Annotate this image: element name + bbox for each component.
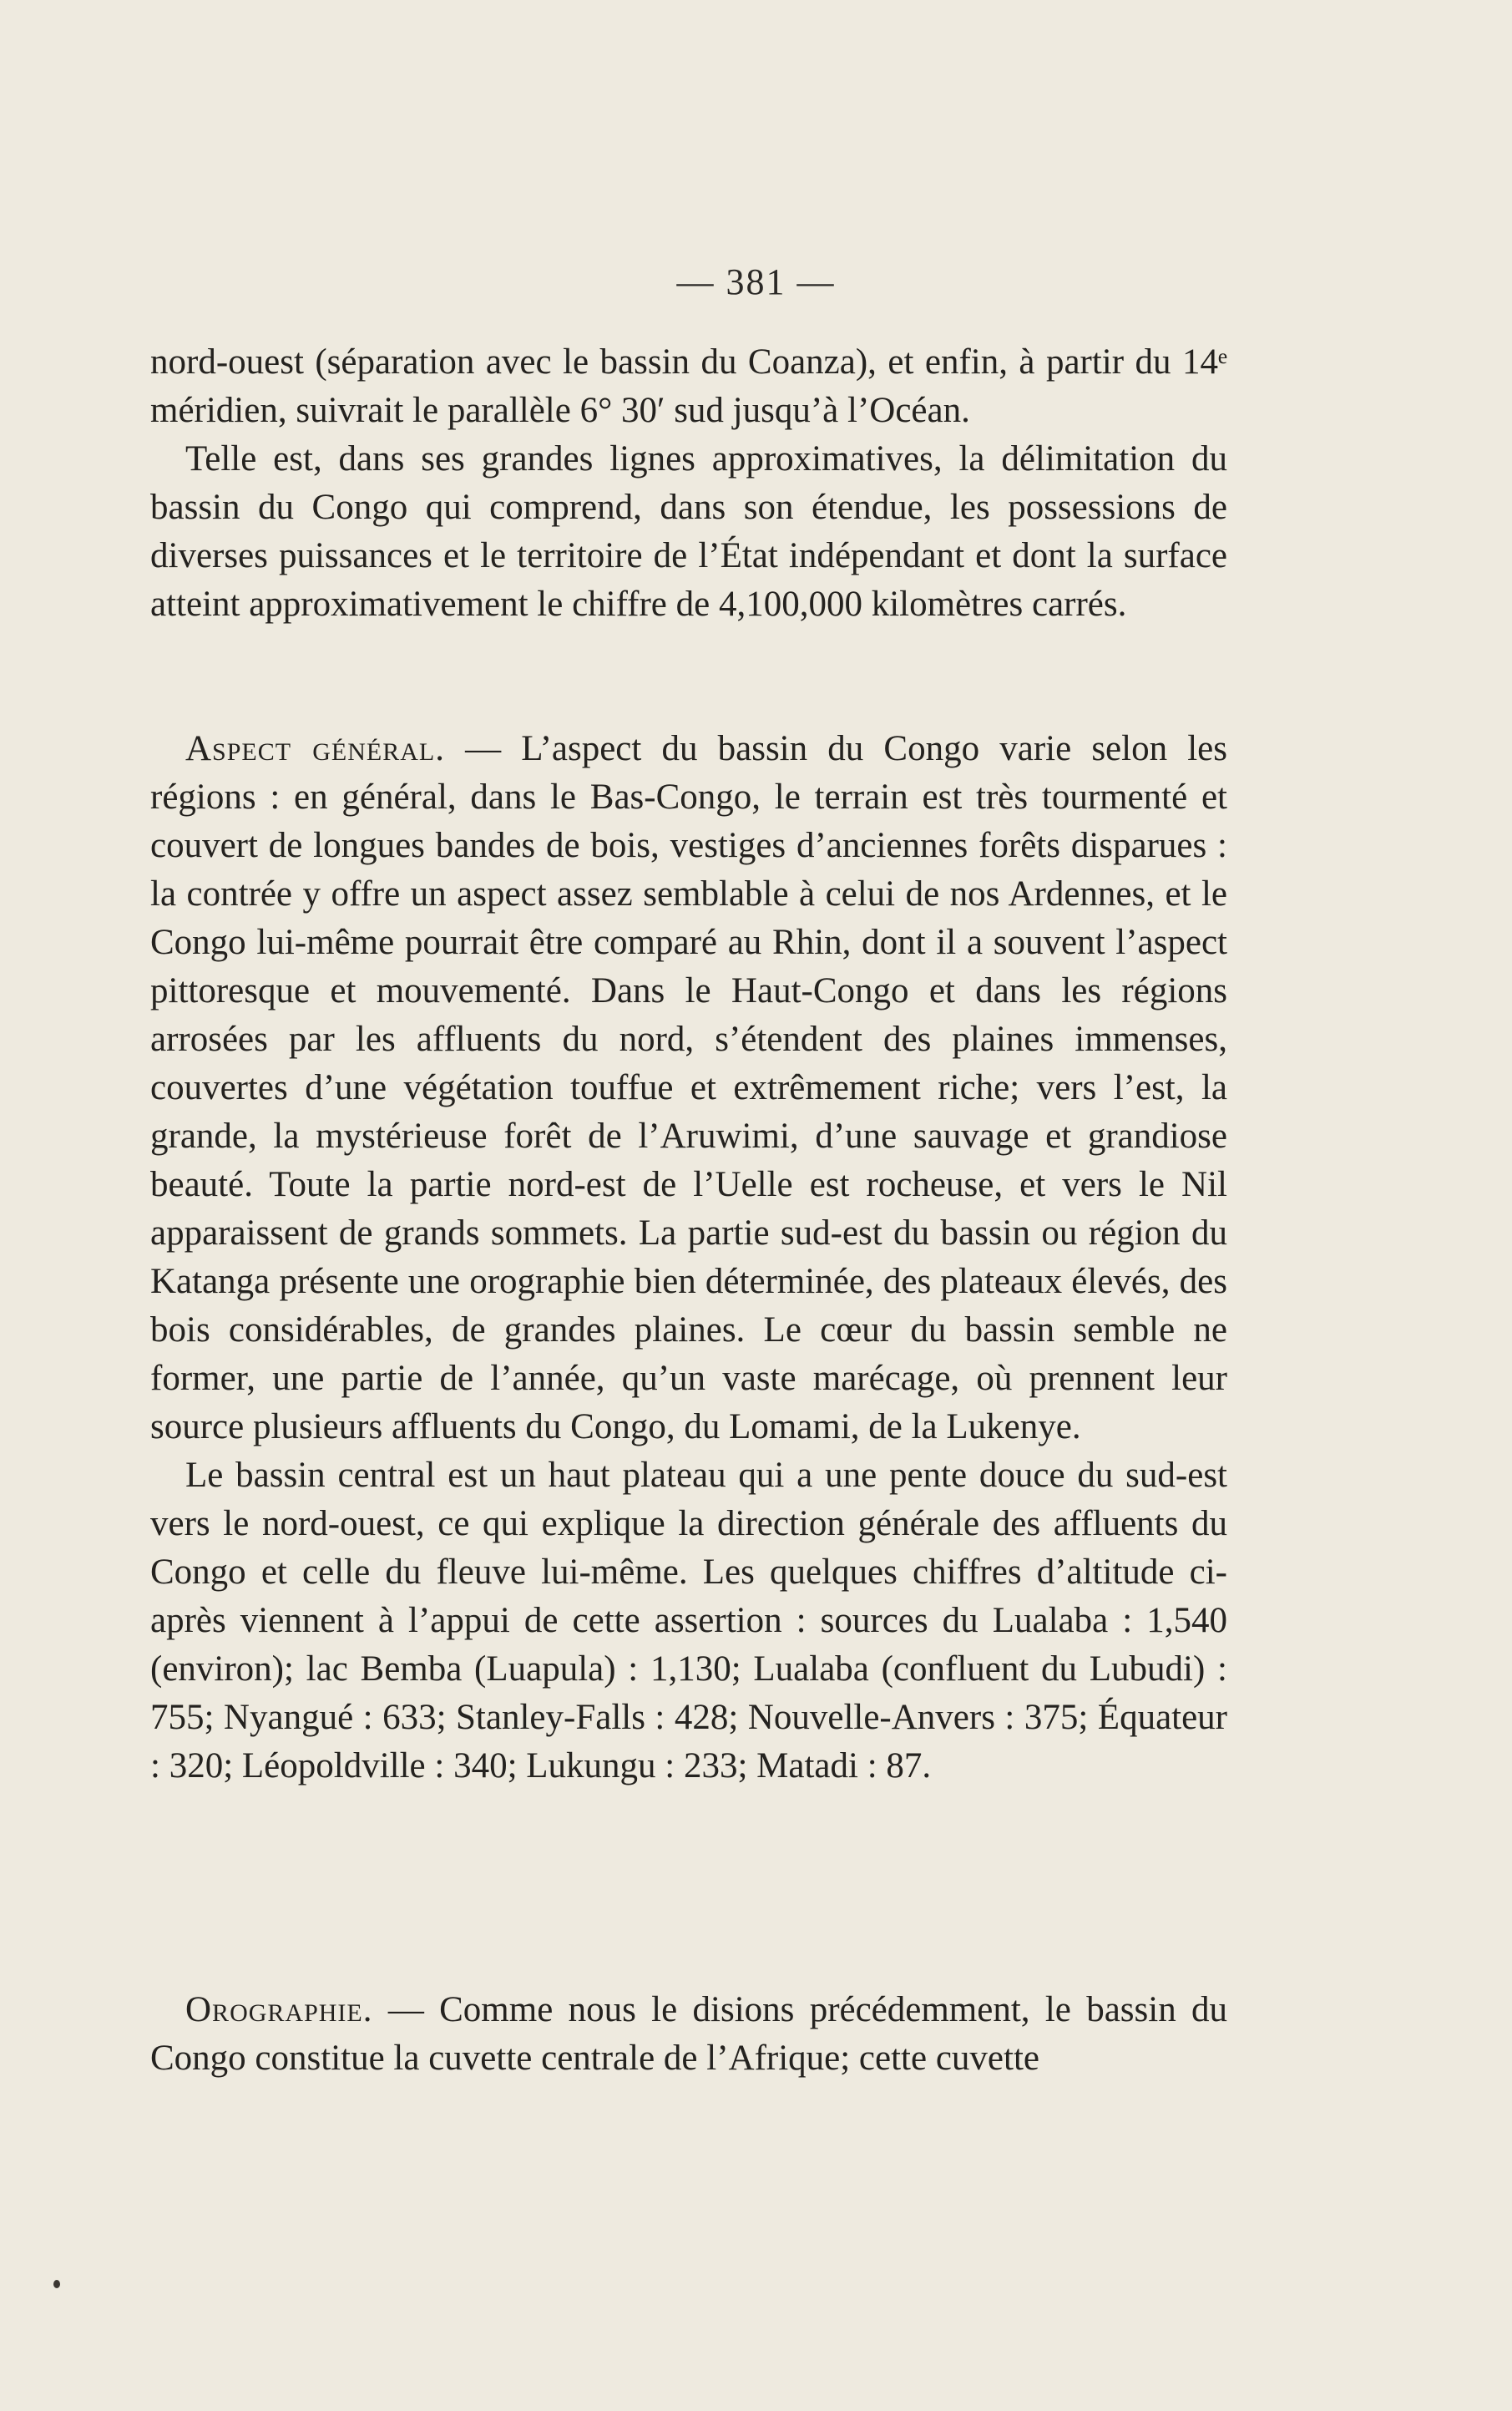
- intro-section: [150, 338, 1227, 629]
- paragraph-aspect-general: [150, 725, 1227, 1451]
- ink-speck: [53, 2280, 60, 2288]
- orographie-section: [150, 1986, 1227, 2083]
- section-heading-aspect-general: Aspect général.: [185, 729, 445, 768]
- paragraph-orographie: [150, 1986, 1227, 2083]
- paragraph-surface: Telle est, dans ses grandes lignes approximatives, la délimitation du bassin du Congo qui comprend, dans son étendue, les possessions de diverses puissances et le territoire de l’État indépendant et dont la surface atteint approximativement le chiffre de 4,100,000 kilomètres carrés.: [150, 439, 1227, 624]
- page-number: — 381 —: [676, 261, 836, 302]
- paragraph-delimitation-end: nord-ouest (séparation avec le bassin du Coanza), et enfin, à partir du 14ᵉ méridien, suivrait le parallèle 6° 30′ sud jusqu’à l’Océan.: [150, 342, 1227, 430]
- paragraph-orographie-text: — Comme nous le disions précédemment, le bassin du Congo constitue la cuvette centrale de l’Afrique; cette cuvette: [150, 1990, 1228, 2078]
- aspect-general-section: [150, 725, 1227, 1791]
- section-heading-orographie: Orographie.: [185, 1990, 373, 2029]
- paragraph-aspect-general-text: — L’aspect du bassin du Congo varie selon les régions : en général, dans le Bas-Congo, le terrain est très tourmenté et couvert de longues bandes de bois, vestiges d’anciennes forêts disparues : la contrée y offre un aspect assez semblable à celui de nos Ardennes, et le Congo lui-même pourrait être comparé au Rhin, dont il a souvent l’aspect pittoresque et mouvementé. Dans le Haut-Congo et dans les régions arrosées par les affluents du nord, s’étendent des plaines immenses, couvertes d’une végétation touffue et extrêmement riche; vers l’est, la grande, la mystérieuse forêt de l’Aruwimi, d’une sauvage et grandiose beauté. Toute la partie nord-est de l’Uelle est rocheuse, et vers le Nil apparaissent de grands sommets. La partie sud-est du bassin ou région du Katanga présente une orographie bien déterminée, des plateaux élevés, des bois considérables, de grandes plaines. Le cœur du bassin semble ne former, une partie de l’année, qu’un vaste marécage, où prennent leur source plusieurs affluents du Congo, du Lomami, de la Lukenye.: [150, 729, 1228, 1446]
- paragraph-bassin-central: Le bassin central est un haut plateau qui a une pente douce du sud-est vers le nord-ouest, ce qui explique la direction générale des affluents du Congo et celle du fleuve lui-même. Les quelques chiffres d’altitude ci-après viennent à l’appui de cette assertion : sources du Lualaba : 1,540 (environ); lac Bemba (Luapula) : 1,130; Lualaba (confluent du Lubudi) : 755; Nyangué : 633; Stanley-Falls : 428; Nouvelle-Anvers : 375; Équateur : 320; Léopoldville : 340; Lukungu : 233; Matadi : 87.: [150, 1456, 1227, 1785]
